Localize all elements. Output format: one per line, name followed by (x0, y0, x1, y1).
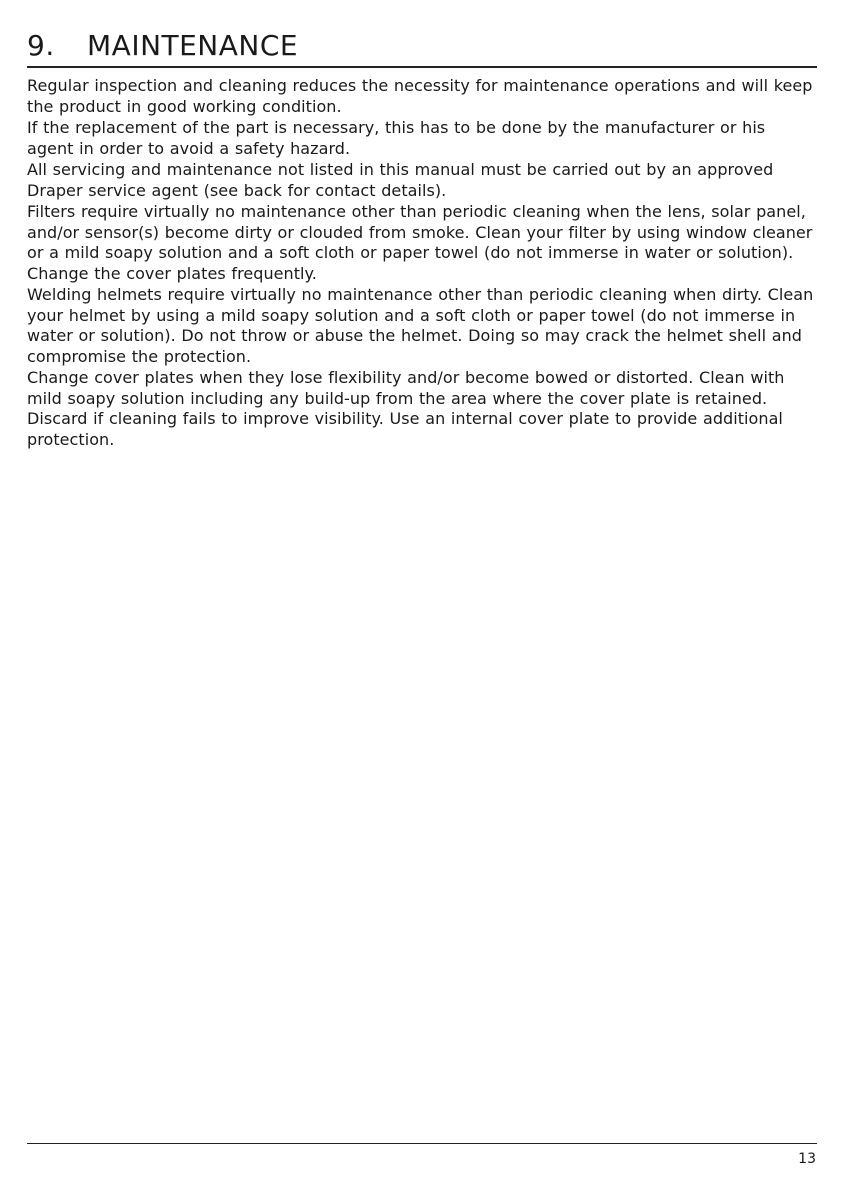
footer-divider (27, 1143, 817, 1144)
paragraph-welding-helmets: Welding helmets require virtually no maintenance other than periodic cleaning when dirty. Clean your helmet by using a mild soapy solution and a soft cloth or paper towel (do not immerse in water or solution). Do not throw or abuse the helmet. Doing so may crack the helmet shell and compromise the protection. (27, 285, 814, 366)
paragraph-part-replacement: If the replacement of the part is necessary, this has to be done by the manufacturer or his agent in order to avoid a safety hazard. (27, 118, 766, 158)
paragraph-cover-plates: Change cover plates when they lose flexibility and/or become bowed or distorted. Clean with mild soapy solution including any build-up from the area where the cover plate is retained. Discard if cleaning fails to improve visibility. Use an internal cover plate to provide additional protection. (27, 368, 785, 449)
page-number: 13 (798, 1151, 816, 1167)
section-body (27, 76, 817, 451)
paragraph-regular-inspection: Regular inspection and cleaning reduces the necessity for maintenance operations and will keep the product in good working condition. (27, 76, 813, 116)
paragraph-filters: Filters require virtually no maintenance other than periodic cleaning when the lens, solar panel, and/or sensor(s) become dirty or clouded from smoke. Clean your filter by using window cleaner or a mild soapy solution and a soft cloth or paper towel (do not immerse in water or solution). Change the cover plates frequently. (27, 202, 813, 283)
paragraph-servicing: All servicing and maintenance not listed in this manual must be carried out by an approved Draper service agent (see back for contact details). (27, 160, 774, 200)
section-title: MAINTENANCE (87, 29, 299, 62)
section-heading (27, 22, 817, 68)
section-number: 9. (27, 29, 55, 62)
